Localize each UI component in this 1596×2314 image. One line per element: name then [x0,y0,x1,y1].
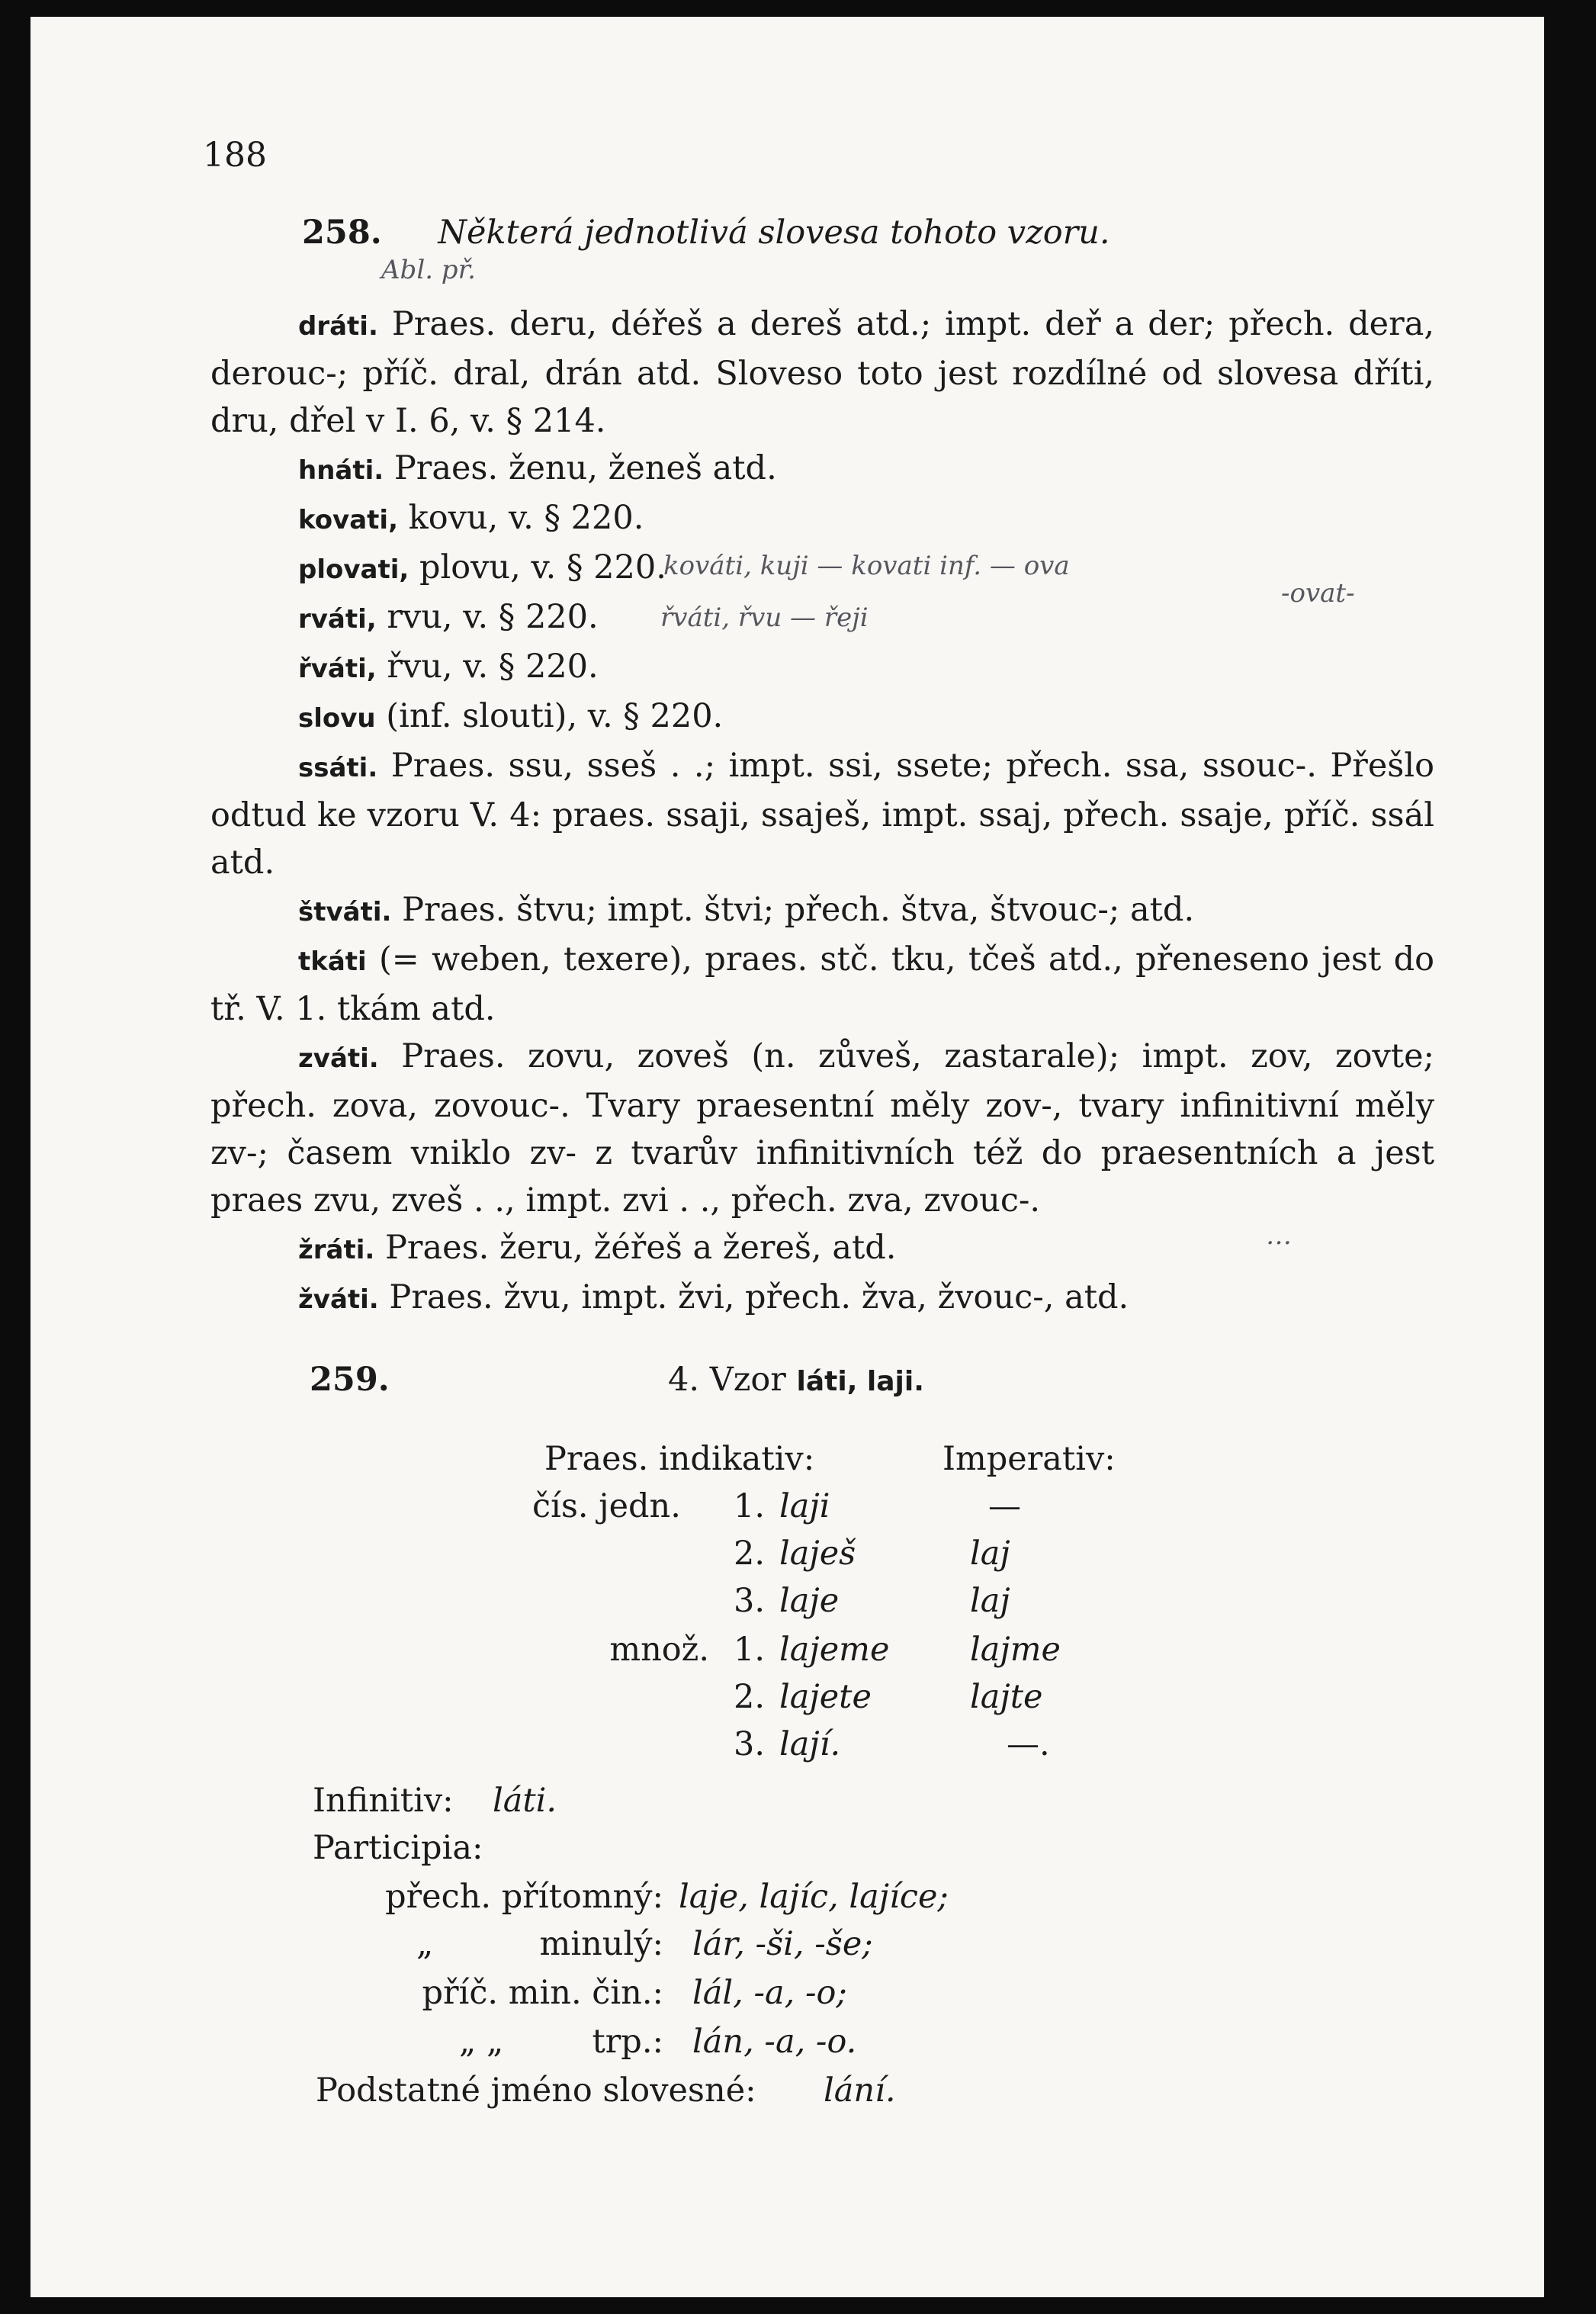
vzor-prefix: 4. Vzor [668,1361,786,1399]
handwritten-note-4: -ovat- [1281,578,1355,609]
conj-num: 1. [734,1487,766,1525]
conj-imperative: laj [970,1582,1010,1620]
entry-tkati: tkáti (= weben, texere), praes. stč. tku, tčeš atd., přeneseno jest do tř. V. 1. tkám atd. [210,940,1435,1028]
trp-ditto: „ „ [459,2023,504,2061]
handwritten-note-5: … [1266,1220,1292,1251]
imperative-heading: Imperativ: [943,1440,1116,1478]
entry-ssati: ssáti. Praes. ssu, sseš . .; impt. ssi, ssete; přech. ssa, ssouc-. Přešlo odtud ke vzoru V. 4: praes. ssaji, ssaješ, impt. ssaj, přech. ssaje, příč. ssál atd. [210,747,1435,882]
infinitive-value: láti. [493,1782,557,1820]
conj-num: 2. [734,1678,766,1716]
entry-zvati-2: žváti. Praes. žvu, impt. žvi, přech. žva, žvouc-, atd. [298,1278,1129,1316]
entry-rvati-2: řváti, řvu, v. § 220. [298,648,599,686]
entry-zvati: zváti. Praes. zovu, zoveš (n. zůveš, zastarale); impt. zov, zovte; přech. zova, zovouc-. Tvary praesentní měly zov-, tvary infinitivní měly zv-; časem vniklo zv- z tvarův infinitivních též do praesentních a jest praes zvu, zveš . ., impt. zvi . ., přech. zva, zvouc-. [210,1037,1435,1220]
vzor-words: láti, laji. [796,1366,924,1397]
minuly-value: lár, -ši, -še; [692,1925,873,1963]
section-259-title [668,1361,924,1399]
pric-min-cin-value: lál, -a, -o; [692,1974,847,2012]
trp-value: lán, -a, -o. [692,2023,857,2061]
verb-entries [210,300,1434,1323]
conj-imperative: lajte [970,1678,1043,1716]
section-258-number: 258. [302,214,382,252]
minuly-ditto: „ [416,1925,434,1963]
noun-value: lání. [824,2071,896,2110]
indicative-heading: Praes. indikativ: [544,1440,815,1478]
section-259-number: 259. [310,1361,390,1399]
entry-kovati: kovati, kovu, v. § 220. [298,499,644,537]
noun-label: Podstatné jméno slovesné: [316,2071,756,2110]
handwritten-note-1: Abl. př. [381,255,476,285]
conj-indicative: lajete [779,1678,872,1716]
section-258-title: Některá jednotlivá slovesa tohoto vzoru. [438,214,1110,252]
conj-num: 3. [734,1725,766,1763]
conj-num: 2. [734,1535,766,1573]
section-258-heading [302,214,1110,252]
pric-min-cin-label: příč. min. čin.: [422,1974,663,2012]
prech-pritomny-label: přech. přítomný: [385,1878,663,1916]
plural-label: množ. [609,1631,709,1669]
minuly-label: minulý: [539,1925,663,1963]
conj-indicative: laješ [779,1535,856,1573]
infinitive-label: Infinitiv: [313,1782,454,1820]
entry-hnati: hnáti. Praes. ženu, ženeš atd. [298,449,777,487]
conj-indicative: lajeme [779,1631,890,1669]
conj-imperative: laj [970,1535,1010,1573]
prech-pritomny-value: laje, lajíc, lajíce; [679,1878,949,1916]
conj-imperative: — [988,1487,1021,1525]
entry-drati: dráti. Praes. deru, déřeš a dereš atd.; impt. deř a der; přech. dera, derouc-; příč. dral, drán atd. Sloveso toto jest rozdílné od slovesa dříti, dru, dřel v I. 6, v. § 214. [210,305,1434,440]
entry-slovu: slovu (inf. slouti), v. § 220. [298,697,724,735]
handwritten-note-2: kováti, kuji — kovati inf. — ova [663,551,1070,581]
entry-stvati: štváti. Praes. štvu; impt. štvi; přech. štva, štvouc-; atd. [298,891,1195,929]
entry-zrati: žráti. Praes. žeru, žéřeš a žereš, atd. [298,1229,897,1267]
participia-label: Participia: [313,1829,483,1867]
singular-label: čís. jedn. [532,1487,681,1525]
trp-label: trp.: [592,2023,663,2061]
entry-plovati: plovati, plovu, v. § 220. [298,548,666,587]
handwritten-note-3: řváti, řvu — řeji [660,603,869,633]
conj-num: 1. [734,1631,766,1669]
conj-indicative: laji [779,1487,830,1525]
page [31,17,1544,2297]
conj-num: 3. [734,1582,766,1620]
conj-indicative: lají. [779,1725,841,1763]
page-number: 188 [203,136,267,175]
conj-imperative: —. [1007,1725,1050,1763]
conj-imperative: lajme [970,1631,1061,1669]
conj-indicative: laje [779,1582,840,1620]
entry-rvati: rváti, rvu, v. § 220. [298,598,599,636]
